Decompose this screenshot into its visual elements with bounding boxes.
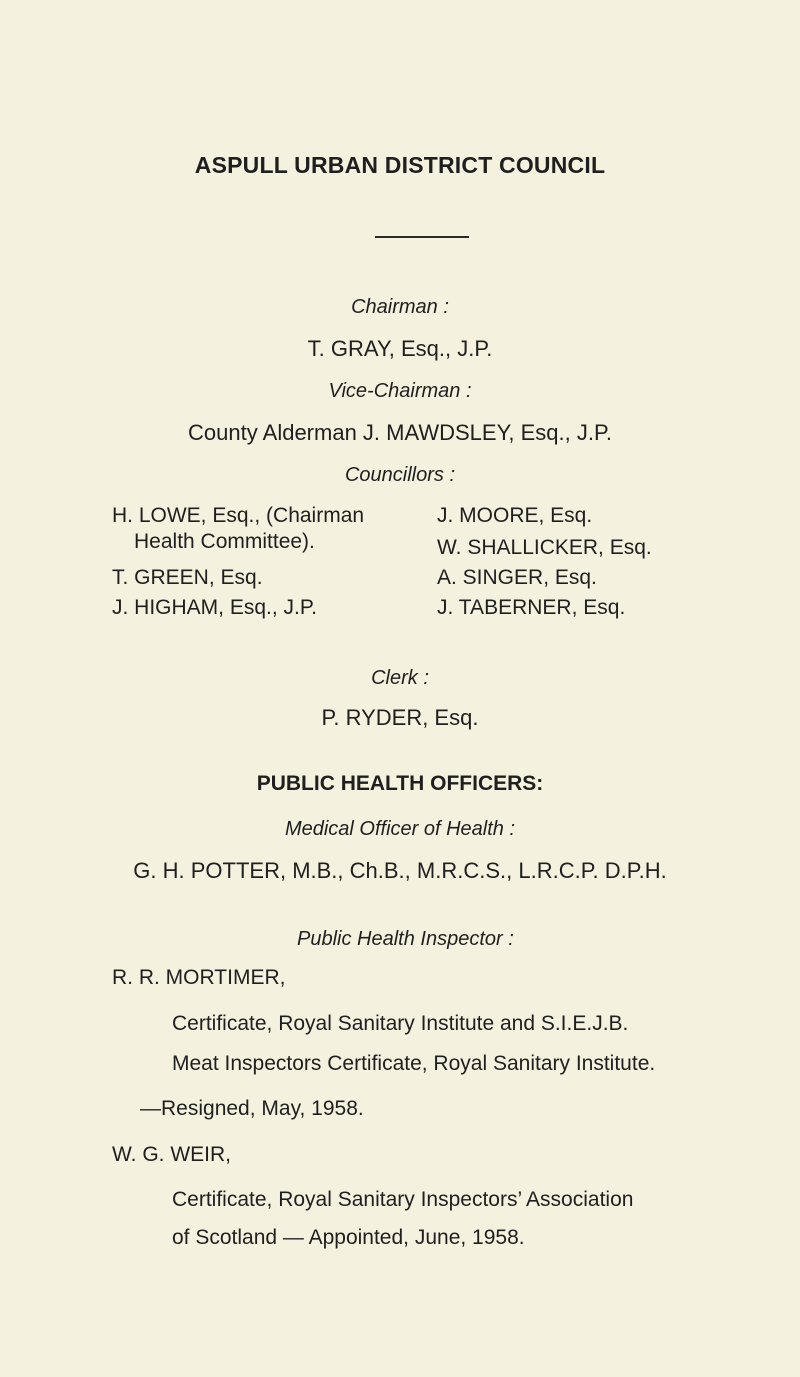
inspector-2-name: W. G. WEIR,	[112, 1143, 231, 1166]
title-divider	[375, 236, 469, 238]
clerk-name: P. RYDER, Esq.	[321, 705, 479, 730]
councillor-entry: J. MOORE, Esq.	[437, 504, 593, 527]
councillor-entry: J. TABERNER, Esq.	[437, 596, 626, 619]
councillors-label: Councillors :	[344, 464, 456, 486]
councillors-left-column	[112, 503, 364, 621]
vice-chairman-label: Vice-Chairman :	[328, 380, 472, 402]
clerk-label: Clerk :	[371, 667, 429, 689]
inspector-1-name: R. R. MORTIMER,	[112, 966, 286, 989]
moh-label: Medical Officer of Health :	[284, 818, 516, 840]
councillor-entry: W. SHALLICKER, Esq.	[437, 536, 652, 559]
councillor-entry: J. HIGHAM, Esq., J.P.	[112, 596, 317, 619]
vice-chairman-name: County Alderman J. MAWDSLEY, Esq., J.P.	[188, 420, 612, 445]
chairman-name: T. GRAY, Esq., J.P.	[307, 336, 493, 361]
moh-name: G. H. POTTER, M.B., Ch.B., M.R.C.S., L.R.C.P. D.P.H.	[133, 858, 667, 883]
councillor-entry: A. SINGER, Esq.	[437, 566, 597, 589]
inspector-2-certificate: Certificate, Royal Sanitary Inspectors’ Association	[172, 1188, 634, 1211]
inspector-2-certificate: of Scotland — Appointed, June, 1958.	[172, 1226, 525, 1249]
chairman-label: Chairman :	[351, 296, 449, 318]
inspector-1-certificate: Certificate, Royal Sanitary Institute and S.I.E.J.B.	[172, 1012, 629, 1035]
inspector-1-note: —Resigned, May, 1958.	[140, 1097, 364, 1120]
councillors-right-column	[437, 503, 652, 621]
councillor-entry: T. GREEN, Esq.	[112, 566, 263, 589]
council-title: ASPULL URBAN DISTRICT COUNCIL	[194, 152, 606, 178]
councillor-entry: H. LOWE, Esq., (Chairman	[112, 504, 365, 527]
inspector-1-certificate: Meat Inspectors Certificate, Royal Sanitary Institute.	[172, 1052, 656, 1075]
inspector-label: Public Health Inspector :	[297, 928, 514, 950]
public-health-heading: PUBLIC HEALTH OFFICERS:	[256, 772, 544, 795]
councillor-entry-continued: Health Committee).	[134, 530, 315, 553]
